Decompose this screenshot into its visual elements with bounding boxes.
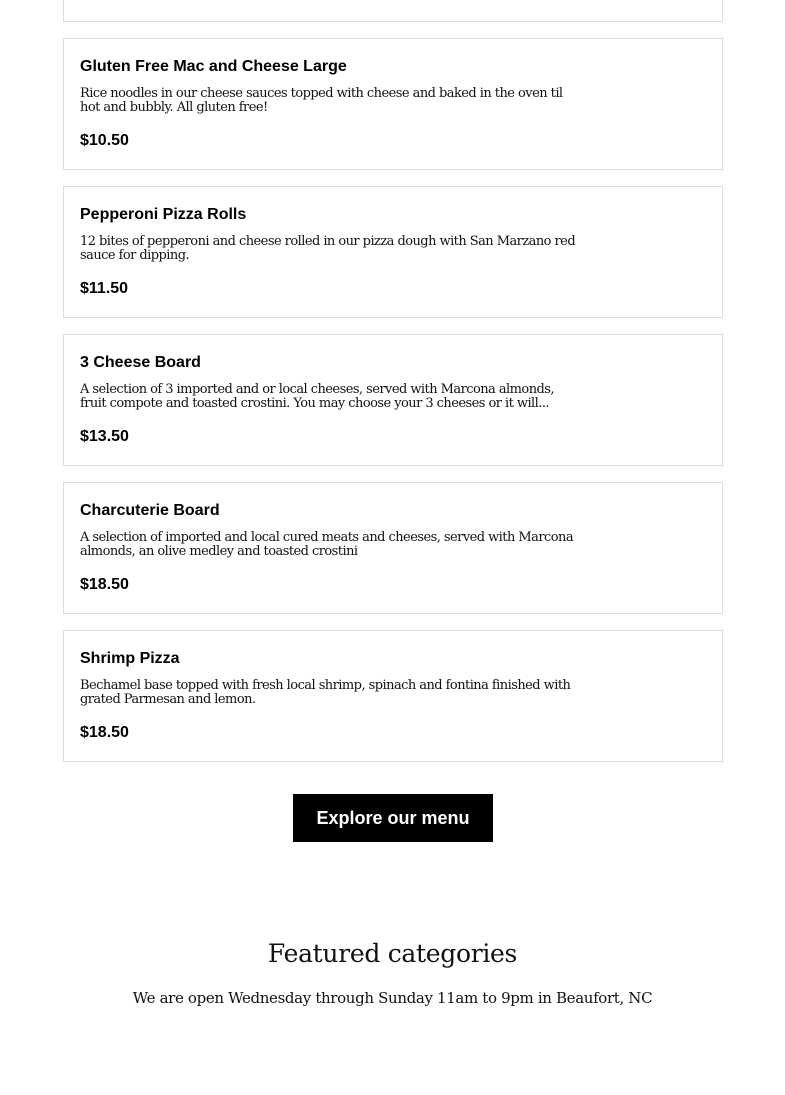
menu-item-title: Pepperoni Pizza Rolls xyxy=(80,206,247,223)
menu-item-card[interactable] xyxy=(63,186,723,318)
explore-menu-button[interactable]: Explore our menu xyxy=(293,794,493,842)
menu-item-card[interactable] xyxy=(63,38,723,170)
menu-item-title: Charcuterie Board xyxy=(80,502,220,519)
menu-item-description: A selection of 3 imported and or local cheeses, served with Marcona almonds, fruit compote and toasted crostini. You may choose your 3 cheeses or it will... xyxy=(80,383,555,411)
menu-item-title: Gluten Free Mac and Cheese Large xyxy=(80,58,347,75)
menu-item-description: 12 bites of pepperoni and cheese rolled in our pizza dough with San Marzano red sauce for dipping. xyxy=(80,235,576,263)
menu-item-price: $18.50 xyxy=(80,576,129,593)
menu-item-title: Shrimp Pizza xyxy=(80,650,180,667)
menu-item-description: A selection of imported and local cured meats and cheeses, served with Marcona almonds, an olive medley and toasted crostini xyxy=(80,531,574,559)
featured-categories-heading: Featured categories xyxy=(267,939,518,968)
menu-item-description: Rice noodles in our cheese sauces topped with cheese and baked in the oven til hot and bubbly. All gluten free! xyxy=(80,87,563,115)
menu-item-price: $18.50 xyxy=(80,724,129,741)
menu-item-card-partial[interactable] xyxy=(63,0,723,22)
menu-item-price: $11.50 xyxy=(80,280,129,297)
hours-subtitle: We are open Wednesday through Sunday 11am to 9pm in Beaufort, NC xyxy=(132,989,653,1007)
menu-item-card[interactable] xyxy=(63,630,723,762)
menu-item-title: 3 Cheese Board xyxy=(80,354,201,371)
menu-item-price: $10.50 xyxy=(80,132,129,149)
menu-item-price: $13.50 xyxy=(80,428,129,445)
menu-item-card[interactable] xyxy=(63,334,723,466)
menu-item-card[interactable] xyxy=(63,482,723,614)
menu-item-description: Bechamel base topped with fresh local shrimp, spinach and fontina finished with grated Parmesan and lemon. xyxy=(80,679,571,707)
